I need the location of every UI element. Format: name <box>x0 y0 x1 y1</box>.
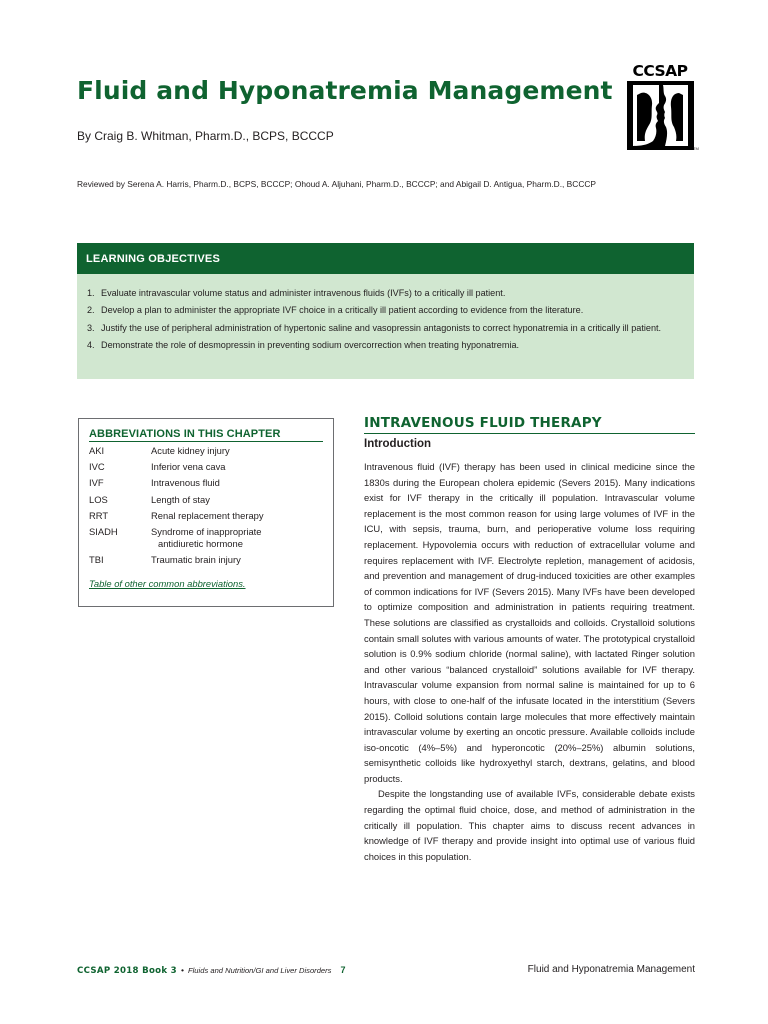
learning-objectives-panel <box>77 274 694 379</box>
section-heading: INTRAVENOUS FLUID THERAPY <box>364 415 695 434</box>
objective-text: Justify the use of peripheral administration of hypertonic saline and vasopressin antagonists to correct hyponatremia in a critically ill patient. <box>101 322 662 333</box>
abbreviation-row <box>89 477 323 489</box>
footer-left <box>77 965 346 976</box>
abbreviation-definition: Length of stay <box>151 493 210 505</box>
paragraph: Despite the longstanding use of available IVFs, considerable debate exists regarding the optimal fluid choice, dose, and method of administration in the critically ill population. This chapter aims to discuss recent advances in knowledge of IVF therapy and provide insight into optimal use of various fluid choices in this population. <box>364 788 695 862</box>
objective-item <box>87 287 684 300</box>
reviewers-line: Reviewed by Serena A. Harris, Pharm.D., BCPS, BCCCP; Ohoud A. Aljuhani, Pharm.D., BCCCP; and Abigail D. Antigua, Pharm.D., BCCCP <box>77 179 596 189</box>
abbreviation-row <box>89 494 323 506</box>
abbreviation-code: RRT <box>89 509 109 521</box>
abbreviation-definition <box>151 526 323 550</box>
author-line: By Craig B. Whitman, Pharm.D., BCPS, BCCCP <box>77 129 334 143</box>
abbreviation-definition: Acute kidney injury <box>151 445 230 456</box>
subsection-heading: Introduction <box>364 438 432 450</box>
abbreviation-code: TBI <box>89 554 104 566</box>
objective-number: 1. <box>87 288 95 298</box>
abbreviation-row <box>89 510 323 522</box>
abbreviation-definition: Traumatic brain injury <box>151 554 241 566</box>
page-number: 7 <box>340 965 346 975</box>
objective-number: 3. <box>87 322 95 333</box>
objective-number: 4. <box>87 340 95 351</box>
objective-item <box>87 339 684 352</box>
learning-objectives-heading: LEARNING OBJECTIVES <box>77 243 694 274</box>
abbreviation-definition-line2: antidiuretic hormone <box>158 537 243 549</box>
logo-faces-icon <box>627 81 694 150</box>
learning-objectives-list <box>87 287 684 353</box>
abbreviation-code: SIADH <box>89 525 118 537</box>
objective-item <box>87 322 684 335</box>
abbreviation-definition: Inferior vena cava <box>151 461 226 473</box>
objective-number: 2. <box>87 305 95 316</box>
ccsap-logo <box>624 62 698 152</box>
paragraph: Intravenous fluid (IVF) therapy has been used in clinical medicine since the 1830s during the European cholera epidemic (Severs 2015). Many indications exist for IVF therapy in the critically ill population. Intravascular volume replacement is the most common reason for using large volumes of IVF in the ICU, with sepsis, trauma, burn, and perioperative volume loss requiring replacement. Hypovolemia occurs with reduction of extracellular volume and requires replacement with IVF. Electrolyte repletion, management of acidosis, and prevention and management of drug-induced toxicities are other examples of common indications for IVF (Severs 2015). Many IVFs have been developed to optimize composition and administration in patients requiring treatment. These solutions are classified as crystalloids and colloids. Crystalloid solutions contain small solutes with various amounts of water. The prototypical crystalloid solution is 0.9% sodium chloride (normal saline), with lactated Ringer solution and other various “balanced crystalloid” solutions available for IVF therapy. Intravascular volume expansion from normal saline is maintained for up to 6 hours, with close to one-half of the infusate located in the interstitium (Severs 2015). Colloid solutions contain large molecules that more effectively maintain intravascular volume by exerting an oncotic pressure. Available colloids include iso-oncotic (4%–5%) and hyperoncotic (20%–25%) albumin solutions, semisynthetic colloids like hydroxyethyl starch, dextrans, gelatins, and blood products. <box>364 461 695 784</box>
abbreviation-code: IVF <box>89 477 104 489</box>
objective-text: Evaluate intravascular volume status and administer intravenous fluids (IVFs) to a critically ill patient. <box>101 288 506 298</box>
body-text <box>364 459 695 864</box>
objective-text: Develop a plan to administer the appropriate IVF choice in a critically ill patient according to evidence from the literature. <box>101 305 584 316</box>
logo-trademark: TM <box>693 146 699 151</box>
abbreviations-heading: ABBREVIATIONS IN THIS CHAPTER <box>89 428 323 442</box>
abbreviation-code: IVC <box>89 461 105 473</box>
abbreviations-box <box>78 418 334 607</box>
abbreviation-row <box>89 461 323 473</box>
abbreviation-row <box>89 554 323 566</box>
footer-running-title: Fluid and Hyponatremia Management <box>527 964 695 975</box>
abbreviation-definition: Intravenous fluid <box>151 477 220 489</box>
logo-text: CCSAP <box>632 62 688 80</box>
abbreviation-code: LOS <box>89 493 108 505</box>
objective-item <box>87 304 684 317</box>
objective-text: Demonstrate the role of desmopressin in preventing sodium overcorrection when treating hyponatremia. <box>101 340 520 351</box>
page-title: Fluid and Hyponatremia Management <box>77 76 613 105</box>
footer-brand: CCSAP 2018 Book 3 <box>77 966 177 976</box>
footer-subtitle: Fluids and Nutrition/GI and Liver Disorders <box>187 966 332 975</box>
abbreviation-definition: Renal replacement therapy <box>151 509 264 521</box>
footer-separator: • <box>180 965 184 975</box>
abbreviation-row <box>89 526 323 550</box>
abbreviation-definition-line1: Syndrome of inappropriate <box>151 525 262 537</box>
abbreviation-row <box>89 445 323 457</box>
abbreviations-table-link[interactable]: Table of other common abbreviations. <box>89 578 246 590</box>
abbreviation-code: AKI <box>89 445 105 456</box>
